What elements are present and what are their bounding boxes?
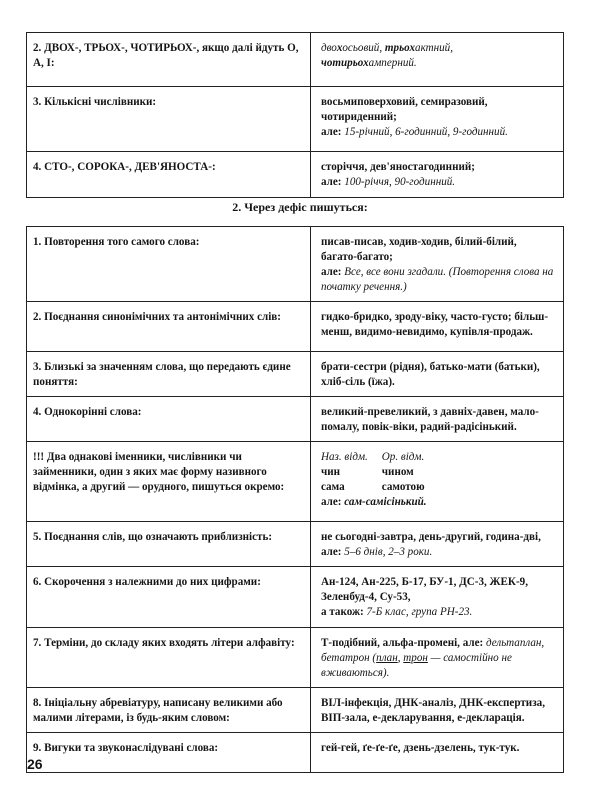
- example-text: сторіччя, дев'яностагодинний;: [321, 161, 475, 173]
- example-text: чотириденний;: [321, 111, 397, 123]
- rule-description-text: 3. Близькі за значенням слова, що передають єдине поняття:: [33, 361, 291, 388]
- rule-examples: [311, 397, 564, 442]
- example-text: 15-річний, 6-годинний, 9-годинний.: [344, 126, 508, 138]
- example-text: Ан-124, Ан-225, Б-17, БУ-1, ДС-3, ЖЕК-9, Зеленбуд-4, Су-53,: [321, 576, 528, 603]
- example-text: план: [376, 652, 398, 664]
- example-text: трон: [403, 652, 428, 664]
- rule-description-text: 4. СТО-, СОРОКА-, ДЕВ'ЯНОСТА-:: [33, 161, 216, 173]
- rule-description: [27, 688, 311, 733]
- example-text: ВІЛ-інфекція, ДНК-аналіз, ДНК-експертиза, ВІП-зала, е-декларування, е-декларація.: [321, 697, 545, 724]
- example-text: писав-писав, ходив-ходив, білий-білий,: [321, 236, 517, 248]
- example-text: але:: [321, 176, 345, 188]
- rule-description: [27, 733, 311, 773]
- example-text: Все, все вони згадали. (Повторення слова на початку речення.): [321, 266, 554, 293]
- rule-row: [27, 302, 564, 352]
- rule-row: [27, 522, 564, 567]
- example-text: не сьогодні-завтра, день-другий, година-дві,: [321, 531, 541, 543]
- rule-row: [27, 567, 564, 628]
- rule-description-text: 6. Скорочення з належними до них цифрами:: [33, 576, 261, 588]
- table1-body: [27, 33, 564, 198]
- spelling-rules-table-together: [26, 32, 564, 198]
- rule-description-text: 4. Однокорінні слова:: [33, 406, 142, 418]
- rule-examples: [311, 688, 564, 733]
- exception-text: сам-самісінький.: [344, 496, 427, 508]
- rule-row: [27, 628, 564, 688]
- example-text: але:: [321, 546, 345, 558]
- rule-row: [27, 33, 564, 87]
- case-instrumental-word: самотою: [381, 481, 425, 493]
- example-text: але:: [462, 637, 486, 649]
- example-text: 100-річчя, 90-годинний.: [344, 176, 456, 188]
- rule-description: [27, 227, 311, 302]
- rule-examples: [311, 628, 564, 688]
- rule-examples: [311, 442, 564, 522]
- rule-description: [27, 302, 311, 352]
- rule-description-text: 2. ДВОХ-, ТРЬОХ-, ЧОТИРЬОХ-, якщо далі йдуть О, А, І:: [33, 42, 299, 69]
- rule-description: [27, 397, 311, 442]
- example-text: а також:: [321, 606, 367, 618]
- rule-description: [27, 567, 311, 628]
- rule-row: [27, 352, 564, 397]
- rule-examples: [311, 522, 564, 567]
- case-table: [321, 450, 439, 495]
- case-instrumental-word: чином: [381, 466, 414, 478]
- example-text: брати-сестри (рідня), батько-мати (батьки), хліб-сіль (їжа).: [321, 361, 540, 388]
- example-text: гидко-бридко, зроду-віку, часто-густо; більш-менш, видимо-невидимо, купівля-продаж.: [321, 311, 549, 338]
- rule-row: [27, 152, 564, 198]
- rule-description: [27, 352, 311, 397]
- rule-description: [27, 33, 311, 87]
- case-nominative-word: сама: [321, 481, 345, 493]
- rule-description-text: 2. Поєднання синонімічних та антонімічних слів:: [33, 311, 281, 323]
- rule-row: [27, 733, 564, 773]
- rule-examples: [311, 152, 564, 198]
- rule-description-text: 1. Повторення того самого слова:: [33, 236, 200, 248]
- rule-examples: [311, 302, 564, 352]
- rule-description: [27, 442, 311, 522]
- example-text: гей-гей, ґе-ґе-ґе, дзень-дзелень, тук-тук.: [321, 742, 520, 754]
- rule-description-text: 3. Кількісні числівники:: [33, 96, 157, 108]
- rule-description: [27, 87, 311, 152]
- rule-description-text: 7. Терміни, до складу яких входять літери алфавіту:: [33, 637, 295, 649]
- case-header-instrumental: Ор. відм.: [381, 451, 425, 463]
- rule-row: [27, 397, 564, 442]
- rule-examples: [311, 567, 564, 628]
- example-text: дельтаплан, бетатрон (: [321, 637, 545, 664]
- case-nominative-word: чин: [321, 466, 341, 478]
- example-text: амперний.: [368, 57, 417, 69]
- spelling-rules-table-hyphen: [26, 226, 564, 773]
- example-text: багато-багато;: [321, 251, 393, 263]
- example-text: дво: [321, 42, 337, 54]
- exception-label: але:: [321, 496, 345, 508]
- example-text: актний,: [415, 42, 454, 54]
- rule-description-text: 8. Ініціальну абревіатуру, написану великими або малими літерами, із будь-яким словом:: [33, 697, 283, 724]
- case-header-nominative: Наз. відм.: [321, 451, 368, 463]
- rule-row: [27, 87, 564, 152]
- rule-description: [27, 628, 311, 688]
- example-text: Т-подібний, альфа-промені,: [321, 637, 463, 649]
- example-text: трьох: [384, 42, 416, 54]
- example-text: великий-превеликий, з давніх-давен, мало-помалу, повік-віки, радий-радісінький.: [321, 406, 539, 433]
- rule-examples: [311, 352, 564, 397]
- rule-row: [27, 442, 564, 522]
- section-heading: 2. Через дефіс пишуться:: [232, 200, 368, 214]
- example-text: х: [336, 42, 343, 54]
- rule-examples: [311, 33, 564, 87]
- example-text: але:: [321, 266, 345, 278]
- example-text: восьмиповерховий, семиразовий,: [321, 96, 488, 108]
- rule-description: [27, 522, 311, 567]
- rule-description-text: 9. Вигуки та звуконаслідувані слова:: [33, 742, 219, 754]
- example-text: — самостійно не вживаються).: [321, 652, 512, 679]
- page-number: 26: [27, 756, 43, 772]
- example-text: але:: [321, 126, 345, 138]
- rule-examples: [311, 227, 564, 302]
- example-text: 7-Б клас, група РН-23.: [366, 606, 473, 618]
- example-text: 5–6 днів, 2–3 роки.: [344, 546, 433, 558]
- table2-body: [27, 227, 564, 773]
- example-text: чотирьох: [321, 57, 369, 69]
- example-text: осьовий,: [342, 42, 385, 54]
- example-text: ,: [397, 652, 404, 664]
- rule-description-text: 5. Поєднання слів, що означають приблизність:: [33, 531, 273, 543]
- rule-examples: [311, 87, 564, 152]
- rule-description-text: !!! Два однакові іменники, числівники чи займенники, один з яких має форму називного відмінка, а другий — орудного, пишуться окремо:: [33, 451, 285, 493]
- rule-description: [27, 152, 311, 198]
- rule-examples: [311, 733, 564, 773]
- rule-row: [27, 227, 564, 302]
- rule-row: [27, 688, 564, 733]
